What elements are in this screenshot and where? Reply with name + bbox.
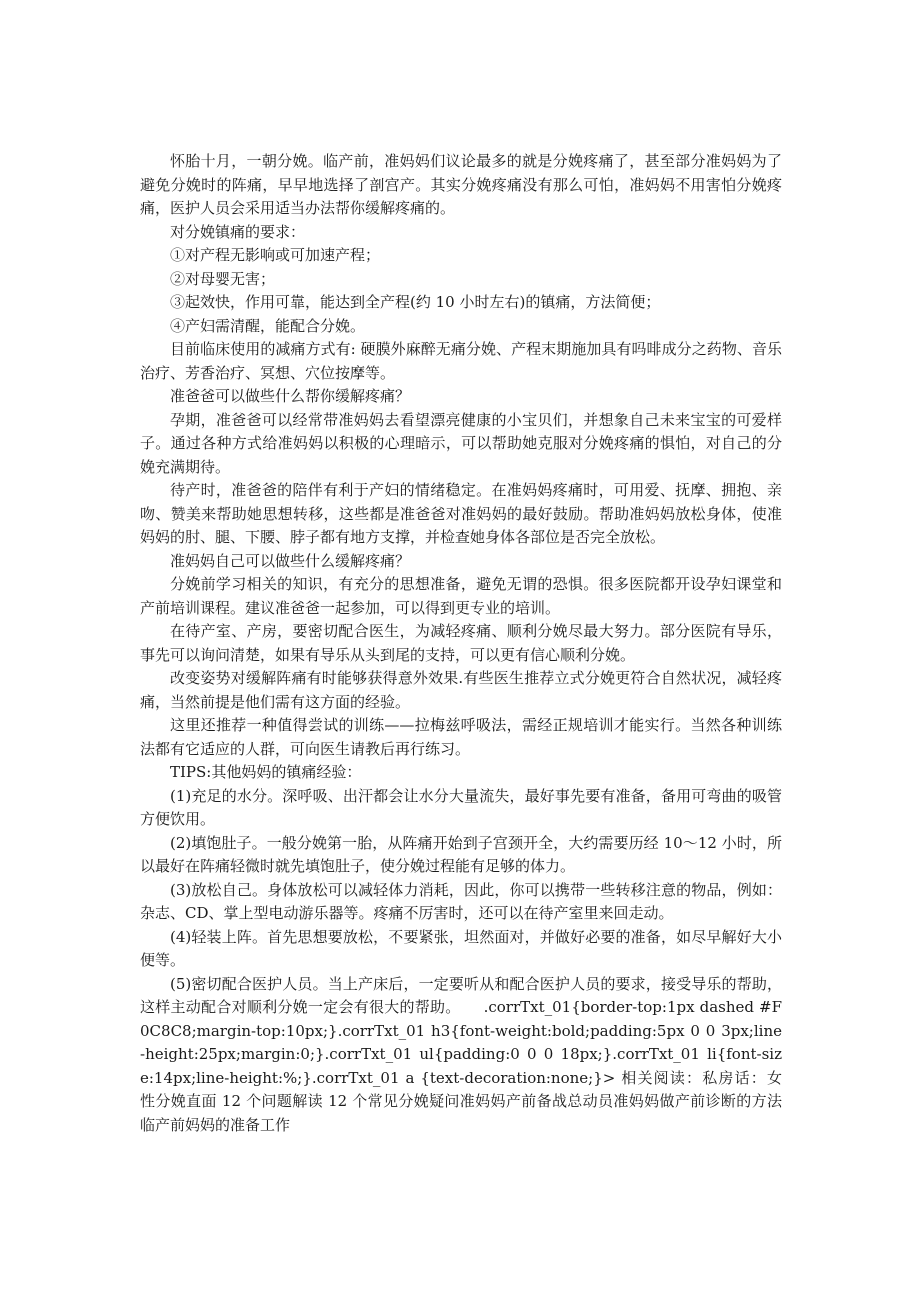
- requirement-item: ③起效快，作用可靠，能达到全产程(约 10 小时左右)的镇痛，方法简便；: [170, 293, 661, 311]
- mom-paragraph: 在待产室、产房，要密切配合医生，为减轻疼痛、顺利分娩尽最大努力。部分医院有导乐，事先可以询问清楚，如果有导乐从头到尾的支持，可以更有信心顺利分娩。: [140, 622, 782, 664]
- tips-heading: TIPS:其他妈妈的镇痛经验：: [170, 763, 362, 781]
- mom-paragraph: 改变姿势对缓解阵痛有时能够获得意外效果.有些医生推荐立式分娩更符合自然状况，减轻疼痛，当然前提是他们需有这方面的经验。: [140, 669, 782, 711]
- dad-paragraph: 待产时，准爸爸的陪伴有利于产妇的情绪稳定。在准妈妈疼痛时，可用爱、抚摩、拥抱、亲吻、赞美来帮助她思想转移，这些都是准爸爸对准妈妈的最好鼓励。帮助准妈妈放松身体，使准妈妈的肘、腿、下腰、脖子都有地方支撑，并检查她身体各部位是否完全放松。: [140, 481, 782, 546]
- requirement-item: ②对母婴无害；: [170, 269, 276, 288]
- tip-item: (5)密切配合医护人员。当上产床后，一定要听从和配合医护人员的要求，接受导乐的帮助，这样主动配合对顺利分娩一定会有很大的帮助。 .corrTxt_01{border-top:1px dashed #F0C8C8;margin-top:10px;}.corrTxt_01 h3{font-weight:bold;padding:5px 0 0 3px;line-height:25px;margin:0;}.corrTxt_01 ul{padding:0 0 0 18px;}.corrTxt_01 li{font-size:14px;line-height:%;}.corrTxt_01 a {text-decoration:none;}> 相关阅读：私房话：女性分娩直面 12 个问题解读 12 个常见分娩疑问准妈妈产前备战总动员准妈妈做产前诊断的方法临产前妈妈的准备工作: [140, 974, 782, 1134]
- tip-item: (2)填饱肚子。一般分娩第一胎，从阵痛开始到子宫颈开全，大约需要历经 10～12 小时，所以最好在阵痛轻微时就先填饱肚子，使分娩过程能有足够的体力。: [140, 833, 782, 875]
- tip-item: (4)轻装上阵。首先思想要放松，不要紧张，坦然面对，并做好必要的准备，如尽早解好大小便等。: [140, 927, 782, 969]
- mom-paragraph: 分娩前学习相关的知识，有充分的思想准备，避免无谓的恐惧。很多医院都开设孕妇课堂和产前培训课程。建议准爸爸一起参加，可以得到更专业的培训。: [140, 575, 782, 617]
- dad-paragraph: 孕期，准爸爸可以经常带准妈妈去看望漂亮健康的小宝贝们，并想象自己未来宝宝的可爱样子。通过各种方式给准妈妈以积极的心理暗示，可以帮助她克服对分娩疼痛的惧怕，对自己的分娩充满期待。: [140, 410, 782, 476]
- requirements-heading: 对分娩镇痛的要求：: [170, 222, 306, 241]
- methods-paragraph: 目前临床使用的减痛方式有: 硬膜外麻醉无痛分娩、产程末期施加具有吗啡成分之药物、音乐治疗、芳香治疗、冥想、穴位按摩等。: [140, 340, 782, 382]
- document-page: [140, 150, 782, 1137]
- tip-item: (3)放松自己。身体放松可以减轻体力消耗，因此，你可以携带一些转移注意的物品，例如：杂志、CD、掌上型电动游乐器等。疼痛不厉害时，还可以在待产室里来回走动。: [140, 880, 782, 922]
- requirement-item: ①对产程无影响或可加速产程；: [170, 246, 381, 264]
- mom-paragraph: 这里还推荐一种值得尝试的训练——拉梅兹呼吸法，需经正规培训才能实行。当然各种训练法都有它适应的人群，可向医生请教后再行练习。: [140, 716, 782, 758]
- requirement-item: ④产妇需清醒，能配合分娩。: [170, 316, 366, 335]
- tip-item: (1)充足的水分。深呼吸、出汗都会让水分大量流失，最好事先要有准备，备用可弯曲的吸管方便饮用。: [140, 786, 782, 828]
- dad-heading: 准爸爸可以做些什么帮你缓解疼痛？: [170, 387, 411, 405]
- mom-heading: 准妈妈自己可以做些什么缓解疼痛？: [170, 551, 411, 570]
- intro-paragraph: 怀胎十月，一朝分娩。临产前，准妈妈们议论最多的就是分娩疼痛了，甚至部分准妈妈为了避免分娩时的阵痛，早早地选择了剖宫产。其实分娩疼痛没有那么可怕，准妈妈不用害怕分娩疼痛，医护人员会采用适当办法帮你缓解疼痛的。: [140, 152, 782, 217]
